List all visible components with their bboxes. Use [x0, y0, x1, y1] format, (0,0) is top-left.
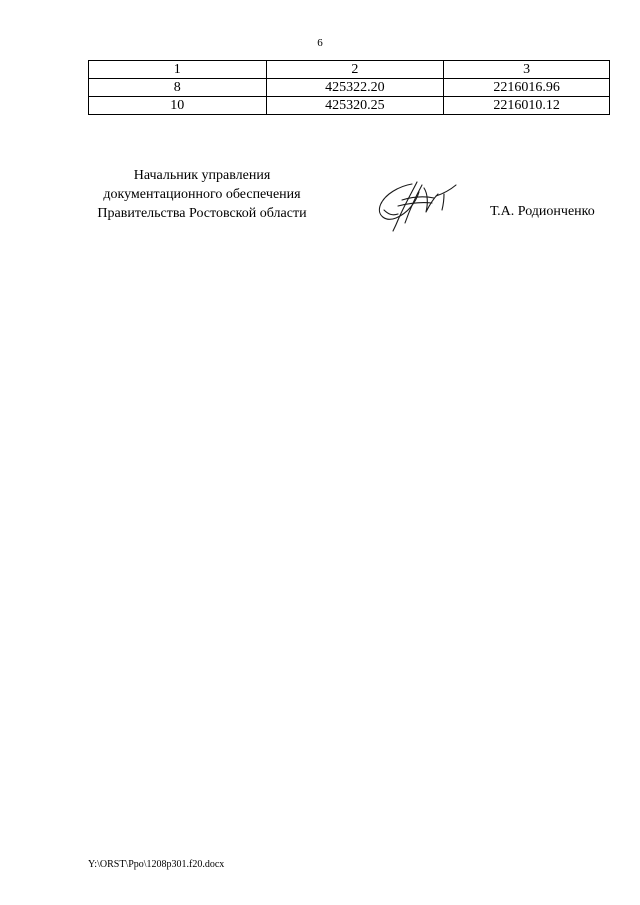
- table-cell: 2216010.12: [444, 97, 610, 115]
- table-header-cell: 1: [89, 61, 267, 79]
- signer-position: [82, 166, 322, 223]
- table-row: [89, 97, 610, 115]
- position-line: Правительства Ростовской области: [97, 206, 307, 221]
- table-row: [89, 79, 610, 97]
- position-line: Начальник управления: [133, 168, 271, 183]
- position-line: документационного обеспечения: [103, 187, 301, 202]
- table-header-row: [89, 61, 610, 79]
- coordinates-table: [88, 60, 610, 115]
- table-header-cell: 2: [266, 61, 444, 79]
- document-file-path: Y:\ORST\Ppo\1208p301.f20.docx: [88, 859, 225, 870]
- table-cell: 2216016.96: [444, 79, 610, 97]
- handwritten-signature: [372, 176, 462, 234]
- table-cell: 10: [89, 97, 267, 115]
- table-cell: 425320.25: [266, 97, 444, 115]
- signer-name: Т.А. Родионченко: [490, 204, 595, 219]
- table-cell: 8: [89, 79, 267, 97]
- table-header-cell: 3: [444, 61, 610, 79]
- page-number: 6: [317, 37, 323, 49]
- table-cell: 425322.20: [266, 79, 444, 97]
